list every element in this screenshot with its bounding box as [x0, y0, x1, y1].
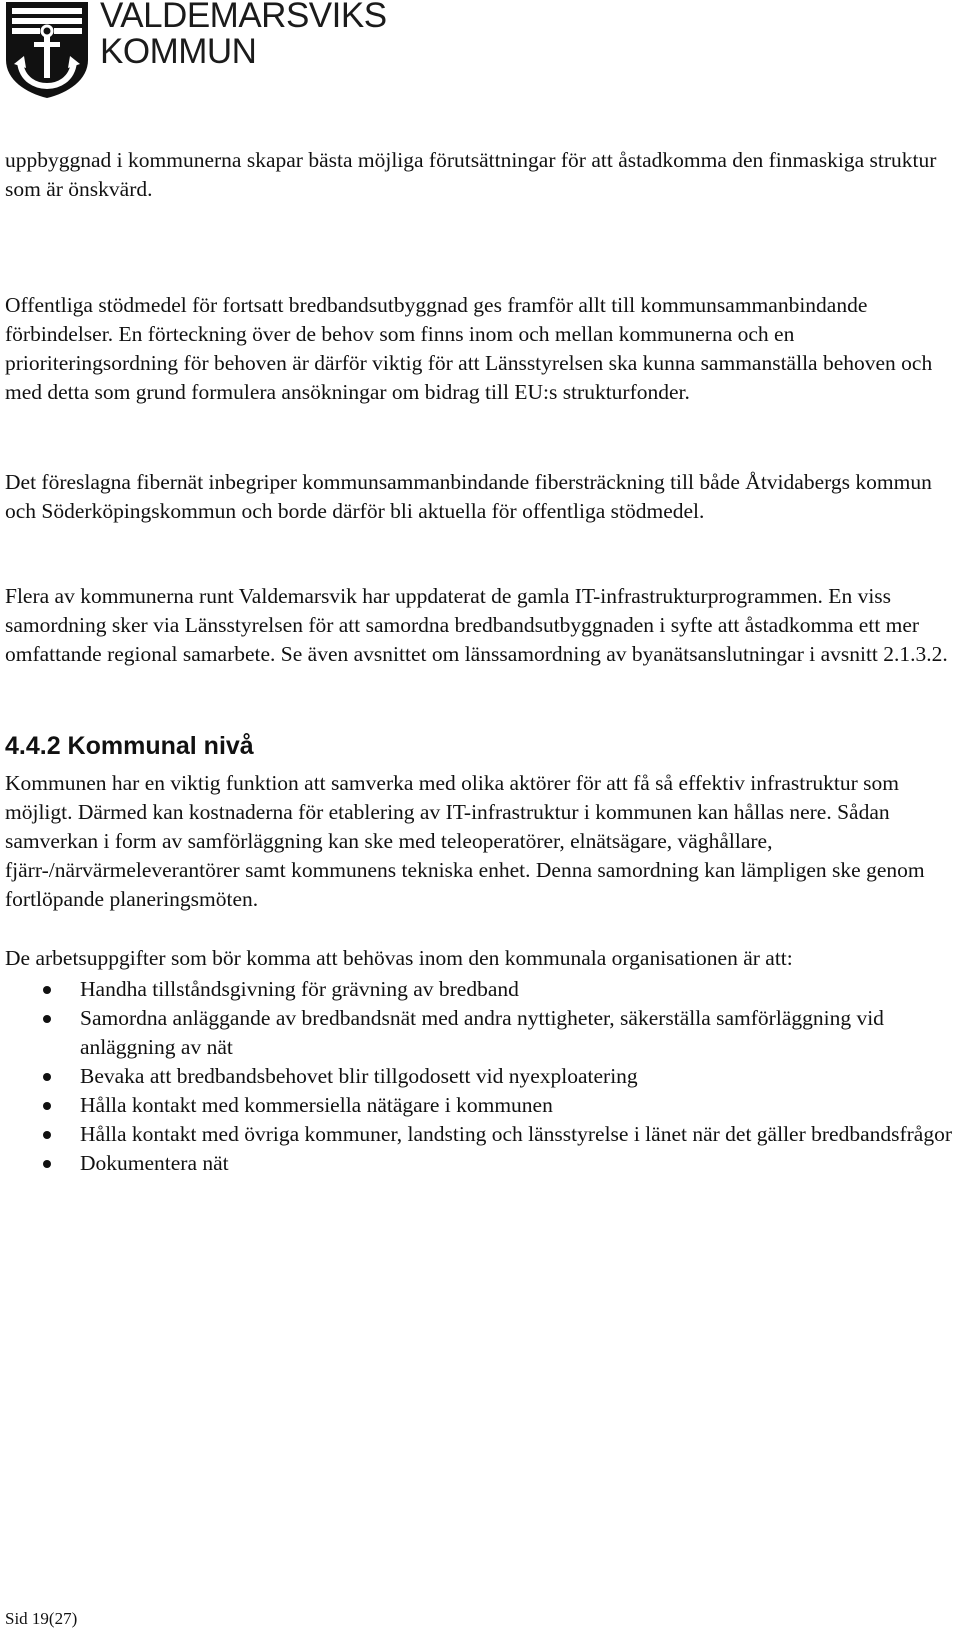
bullet-icon [43, 1160, 51, 1168]
logo-wordmark [100, 0, 387, 70]
list-item-text: Dokumentera nät [80, 1151, 229, 1175]
section-paragraph-1: Kommunen har en viktig funktion att samverka med olika aktörer för att få så effektiv infrastruktur som möjligt. Därmed kan kostnaderna för etablering av IT-infrastruktur i kommunen kan hållas nere. Sådan samverkan i form av samförläggning kan ske med teleoperatörer, elnätsägare, väghållare, fjärr-/närvärmeleverantörer samt kommunens tekniska enhet. Denna samordning kan lämpligen ske genom fortlöpande planeringsmöten. [5, 771, 925, 911]
logo-line2: KOMMUN [100, 32, 257, 71]
list-item-text: Hålla kontakt med övriga kommuner, landsting och länsstyrelse i länet när det gäller bredbandsfrågor [80, 1122, 953, 1146]
page-number: Sid 19(27) [5, 1609, 78, 1628]
section-heading: 4.4.2 Kommunal nivå [5, 732, 254, 760]
list-item-text: Handha tillståndsgivning för grävning av bredband [80, 977, 519, 1001]
paragraph-2: Offentliga stödmedel för fortsatt bredbandsutbyggnad ges framför allt till kommunsammanbindande förbindelser. En förteckning över de behov som finns inom och mellan kommunerna och en prioriteringsordning för behoven är därför viktig för att Länsstyrelsen ska kunna sammanställa behoven och med detta som grund formulera ansökningar om bidrag till EU:s strukturfonder. [5, 293, 933, 404]
header-logo [4, 0, 387, 100]
list-item [5, 1091, 955, 1120]
list-item-text: Bevaka att bredbandsbehovet blir tillgodosett vid nyexploatering [80, 1064, 638, 1088]
list-item [5, 1004, 955, 1062]
logo-line1: VALDEMARSVIKS [100, 0, 387, 35]
paragraph-4: Flera av kommunerna runt Valdemarsvik har uppdaterat de gamla IT-infrastrukturprogrammen. En viss samordning sker via Länsstyrelsen för att samordna bredbandsutbyggnaden i syfte att åstadkomma ett mer omfattande regional samarbete. Se även avsnittet om länssamordning av byanätsanslutningar i avsnitt 2.1.3.2. [5, 584, 948, 666]
list-item [5, 1149, 955, 1178]
list-item [5, 1120, 955, 1149]
list-item [5, 1062, 955, 1091]
bullet-icon [43, 1073, 51, 1081]
list-item-text: Samordna anläggande av bredbandsnät med andra nyttigheter, säkerställa samförläggning vid anläggning av nät [80, 1006, 884, 1059]
section-paragraph-2: De arbetsuppgifter som bör komma att behövas inom den kommunala organisationen är att: [5, 946, 793, 970]
paragraph-3: Det föreslagna fibernät inbegriper kommunsammanbindande fibersträckning till både Åtvidabergs kommun och Söderköpingskommun och borde därför bli aktuella för offentliga stödmedel. [5, 470, 932, 523]
bullet-icon [43, 1102, 51, 1110]
anchor-shield-icon [4, 0, 90, 100]
bullet-icon [43, 1131, 51, 1139]
list-item [5, 975, 955, 1004]
bullet-icon [43, 986, 51, 994]
paragraph-1: uppbyggnad i kommunerna skapar bästa möjliga förutsättningar för att åstadkomma den finmaskiga struktur som är önskvärd. [5, 148, 937, 201]
list-item-text: Hålla kontakt med kommersiella nätägare i kommunen [80, 1093, 553, 1117]
bullet-icon [43, 1015, 51, 1023]
task-list [5, 975, 955, 1178]
